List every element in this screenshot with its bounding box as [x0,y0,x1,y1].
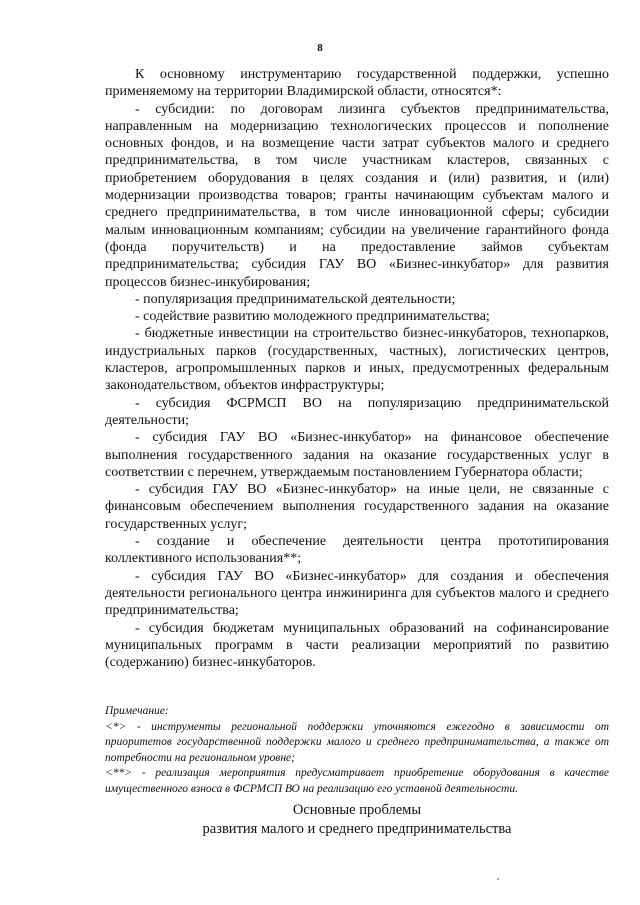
list-item-budget-investments: - бюджетные инвестиции на строительство бизнес-инкубаторов, технопарков, индустриальных парков (государственных, частных), логистических центров, кластеров, агропромышленных парков и иных, предусмотренных федеральным законодательством, объектов инфраструктуры; [105,326,609,394]
list-item-engineering-center: - субсидия ГАУ ВО «Бизнес-инкубатор» для создания и обеспечения деятельности регионального центра инжиниринга для субъектов малого и среднего предпринимательства; [105,568,609,619]
list-item-youth-entrepreneurship: - содействие развитию молодежного предпринимательства; [135,309,490,325]
list-item-prototyping-center: - создание и обеспечение деятельности центра прототипирования коллективного использования**; [105,534,609,567]
footnotes [105,704,609,797]
section-heading-line-2: развития малого и среднего предпринимательства [202,821,512,837]
list-item-fsrmsp-subsidy: - субсидия ФСРМСП ВО на популяризацию предпринимательской деятельности; [105,395,609,428]
list-item-popularization: - популяризация предпринимательской деятельности; [135,291,456,307]
body-text [105,66,609,671]
footnote-2: <**> - реализация мероприятия предусматривает приобретение оборудования в качестве имущественного взноса в ФСРМСП ВО на реализацию его уставной деятельности. [105,767,609,795]
footnotes-title: Примечание: [105,705,169,717]
list-item-municipal-subsidy: - субсидия бюджетам муниципальных образований на софинансирование муниципальных программ в части реализации мероприятий по развитию (содержанию) бизнес-инкубаторов. [105,620,609,671]
list-item-subsidies: - субсидии: по договорам лизинга субъектов предпринимательства, направленным на модернизацию технологических процессов и пополнение основных фондов, и на возмещение части затрат субъектов малого и среднего предпринимательства, в том числе участникам кластеров, связанных с приобретением оборудования в целях создания и (или) развития, и (или) модернизации производства товаров; гранты начинающим субъектам малого и среднего предпринимательства, в том числе инновационной сферы; субсидии малым инновационным компаниям; субсидии на увеличение гарантийного фонда (фонда поручительств) и на предоставление займов субъектам предпринимательства; субсидия ГАУ ВО «Бизнес-инкубатор» для развития процессов бизнес-инкубирования; [105,101,609,290]
list-item-incubator-other: - субсидия ГАУ ВО «Бизнес-инкубатор» на иные цели, не связанные с финансовым обеспечением выполнения государственного задания на оказание государственных услуг; [105,482,609,532]
section-heading [105,801,609,839]
intro-paragraph: К основному инструментарию государственной поддержки, успешно применяемому на территории Владимирской области, относятся*: [105,67,609,100]
scan-speck [497,878,499,880]
section-heading-line-1: Основные проблемы [292,802,422,818]
footnote-1: <*> - инструменты региональной поддержки уточняются ежегодно в зависимости от приоритетов государственной поддержки малого и среднего предпринимательства, а также от потребности на региональном уровне; [105,720,609,764]
page-number: 8 [317,42,323,54]
list-item-incubator-state-task: - субсидия ГАУ ВО «Бизнес-инкубатор» на финансовое обеспечение выполнения государственного задания на оказание государственных услуг в соответствии с перечнем, утверждаемым постановлением Губернатора области; [105,430,609,480]
